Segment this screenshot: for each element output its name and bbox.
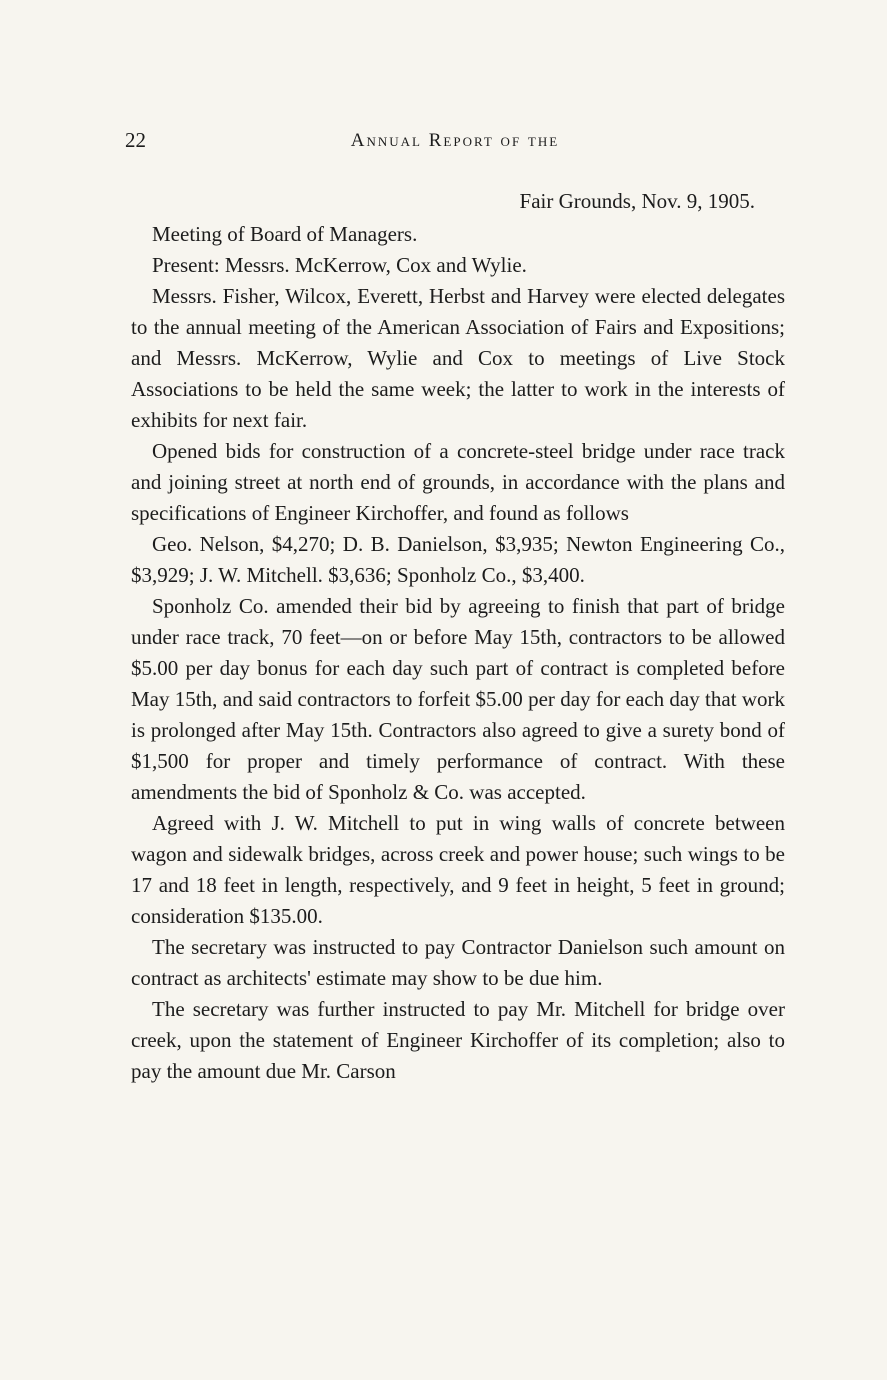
paragraph-mitchell-payment: The secretary was further instructed to pay Mr. Mitchell for bridge over creek, upon the statement of Engineer Kirchoffer of its completion; also to pay the amount due Mr. Carson <box>131 997 785 1083</box>
page-header <box>125 128 785 158</box>
body-text <box>131 186 785 1087</box>
paragraph-delegates: Messrs. Fisher, Wilcox, Everett, Herbst and Harvey were elected delegates to the annual meeting of the American Association of Fairs and Expositions; and Messrs. McKerrow, Wylie and Cox to meetings of Live Stock Associations to be held the same week; the latter to work in the interests of exhibits for next fair. <box>131 284 785 432</box>
paragraph-bid-list: Geo. Nelson, $4,270; D. B. Danielson, $3,935; Newton Engineering Co., $3,929; J. W. Mitchell. $3,636; Sponholz Co., $3,400. <box>131 532 785 587</box>
page-number: 22 <box>125 128 146 152</box>
paragraph-present: Present: Messrs. McKerrow, Cox and Wylie. <box>152 253 527 277</box>
dateline: Fair Grounds, Nov. 9, 1905. <box>519 189 755 213</box>
running-head: Annual Report of the <box>350 130 560 151</box>
paragraph-sponholz-amendment: Sponholz Co. amended their bid by agreeing to finish that part of bridge under race track, 70 feet—on or before May 15th, contractors to be allowed $5.00 per day bonus for each day such part of contract is completed before May 15th, and said contractors to forfeit $5.00 per day for each day that work is prolonged after May 15th. Contractors also agreed to give a surety bond of $1,500 for proper and timely performance of contract. With these amendments the bid of Sponholz & Co. was accepted. <box>131 594 785 804</box>
paragraph-bids-opened: Opened bids for construction of a concrete-steel bridge under race track and joining street at north end of grounds, in accordance with the plans and specifications of Engineer Kirchoffer, and found as follows <box>131 439 785 525</box>
paragraph-danielson-payment: The secretary was instructed to pay Contractor Danielson such amount on contract as architects' estimate may show to be due him. <box>131 935 785 990</box>
paragraph-wing-walls: Agreed with J. W. Mitchell to put in wing walls of concrete between wagon and sidewalk bridges, across creek and power house; such wings to be 17 and 18 feet in length, respectively, and 9 feet in height, 5 feet in ground; consideration $135.00. <box>131 811 785 928</box>
paragraph-meeting: Meeting of Board of Managers. <box>152 222 418 246</box>
